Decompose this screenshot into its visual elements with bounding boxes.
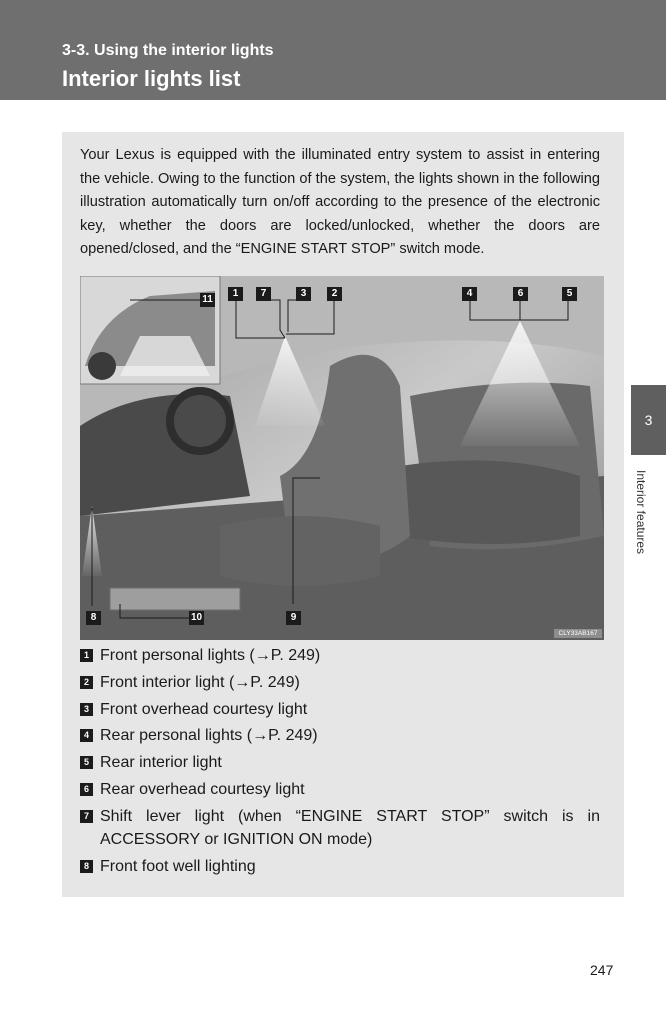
callout-7: 7 bbox=[256, 287, 271, 301]
item-text: Front overhead courtesy light bbox=[100, 700, 308, 718]
callout-4: 4 bbox=[462, 287, 477, 301]
interior-illustration bbox=[80, 276, 604, 640]
item-text: Rear overhead courtesy light bbox=[100, 780, 305, 798]
item-number-badge: 2 bbox=[80, 676, 93, 689]
lights-list bbox=[80, 644, 600, 882]
callout-8: 8 bbox=[86, 611, 101, 625]
item-number-badge: 3 bbox=[80, 703, 93, 716]
callout-6: 6 bbox=[513, 287, 528, 301]
callout-2: 2 bbox=[327, 287, 342, 301]
list-item bbox=[80, 855, 600, 879]
callout-11: 11 bbox=[200, 293, 215, 307]
chapter-tab: 3 bbox=[631, 385, 666, 455]
callout-1: 1 bbox=[228, 287, 243, 301]
page-header bbox=[0, 0, 666, 100]
item-text: Front personal lights (→P. 249) bbox=[100, 647, 321, 664]
item-text: Shift lever light (when “ENGINE START STOP” switch is in ACCESSORY or IGNITION ON mode) bbox=[100, 807, 600, 849]
list-item bbox=[80, 644, 600, 668]
figure-code: CLY33AB167 bbox=[554, 629, 602, 638]
chapter-title: Interior features bbox=[634, 470, 648, 555]
item-text: Front foot well lighting bbox=[100, 858, 256, 876]
item-text: Rear interior light bbox=[100, 754, 222, 772]
chapter-label bbox=[628, 470, 666, 590]
content-panel bbox=[62, 132, 624, 897]
callout-5: 5 bbox=[562, 287, 577, 301]
intro-paragraph: Your Lexus is equipped with the illuminated entry system to assist in entering the vehicle. Owing to the function of the system, the lights shown in the following illustration automatically turn on/off according to the presence of the electronic key, whether the doors are locked/unlocked, whether the doors are opened/closed, and the “ENGINE START STOP” switch mode. bbox=[80, 147, 600, 257]
page-number: 247 bbox=[590, 962, 614, 978]
item-number-badge: 1 bbox=[80, 649, 93, 662]
list-item bbox=[80, 724, 600, 748]
cabin-drawing bbox=[80, 276, 604, 640]
list-item bbox=[80, 671, 600, 695]
item-text: Rear personal lights (→P. 249) bbox=[100, 727, 318, 745]
callout-9: 9 bbox=[286, 611, 301, 625]
list-item bbox=[80, 778, 600, 802]
item-number-badge: 7 bbox=[80, 810, 93, 823]
callout-3: 3 bbox=[296, 287, 311, 301]
item-number-badge: 6 bbox=[80, 783, 93, 796]
item-number-badge: 4 bbox=[80, 729, 93, 742]
item-text: Front interior light (→P. 249) bbox=[100, 673, 300, 691]
page-title: Interior lights list bbox=[62, 66, 241, 91]
list-item bbox=[80, 698, 600, 722]
callout-10: 10 bbox=[190, 612, 203, 623]
list-item bbox=[80, 805, 600, 852]
item-number-badge: 8 bbox=[80, 860, 93, 873]
section-heading: 3-3. Using the interior lights bbox=[62, 42, 274, 59]
item-number-badge: 5 bbox=[80, 756, 93, 769]
list-item bbox=[80, 751, 600, 775]
